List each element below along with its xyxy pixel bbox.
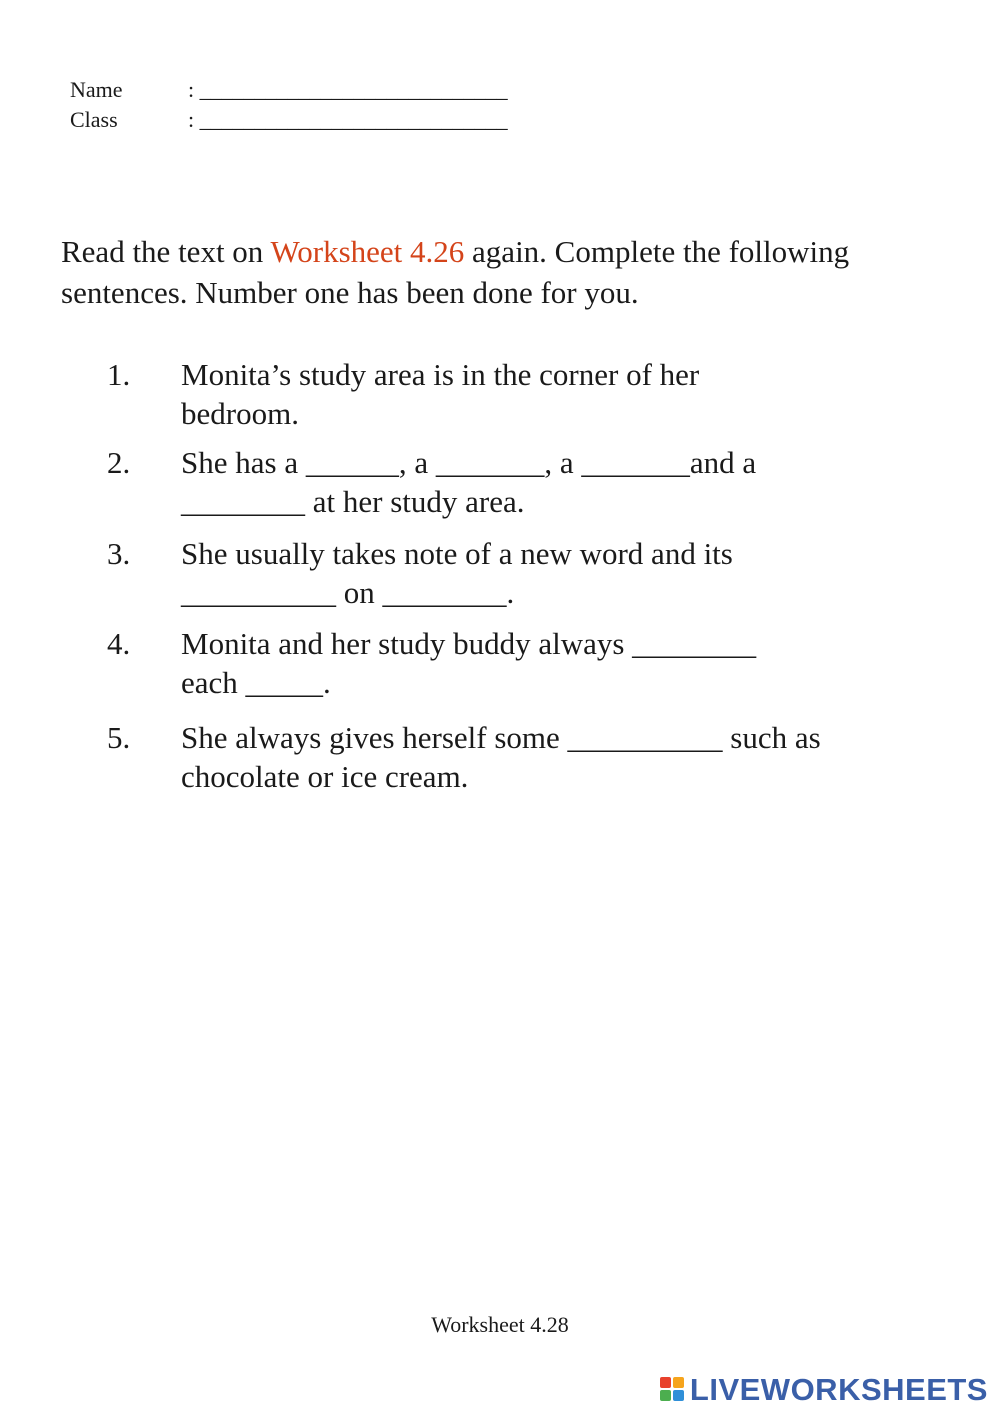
item-number: 1. xyxy=(107,357,131,392)
item-number: 5. xyxy=(107,720,131,755)
item-text-line[interactable]: She has a ______, a _______, a _______and a xyxy=(181,445,757,480)
instructions-after: again. Complete the following sentences. Number one has been done for you. xyxy=(61,234,850,310)
instructions xyxy=(61,231,961,313)
liveworksheets-logo-icon xyxy=(660,1377,686,1403)
liveworksheets-brand[interactable] xyxy=(660,1372,988,1408)
name-blank[interactable]: : ____________________________ xyxy=(188,77,508,102)
item-text-line: chocolate or ice cream. xyxy=(181,759,469,794)
item-text-line[interactable]: __________ on ________. xyxy=(181,575,515,610)
item-text-line[interactable]: She always gives herself some __________ such as xyxy=(181,720,821,755)
item-text-line[interactable]: ________ at her study area. xyxy=(181,484,525,519)
name-label: Name xyxy=(70,77,123,102)
name-field-row xyxy=(70,77,508,103)
item-text-line: bedroom. xyxy=(181,396,299,431)
item-text-line: She usually takes note of a new word and its xyxy=(181,536,733,571)
item-number: 3. xyxy=(107,536,131,571)
brand-name: LIVEWORKSHEETS xyxy=(689,1372,988,1407)
instructions-before: Read the text on xyxy=(61,234,271,269)
item-number: 4. xyxy=(107,626,131,661)
item-text-line: Monita’s study area is in the corner of her xyxy=(181,357,700,392)
item-number: 2. xyxy=(107,445,131,480)
class-field-row xyxy=(70,107,508,133)
item-text-line[interactable]: Monita and her study buddy always ________ xyxy=(181,626,757,661)
class-blank[interactable]: : ____________________________ xyxy=(188,107,508,132)
item-text-line[interactable]: each _____. xyxy=(181,665,331,700)
class-label: Class xyxy=(70,107,118,132)
worksheet-reference: Worksheet 4.26 xyxy=(270,234,465,269)
worksheet-footer: Worksheet 4.28 xyxy=(431,1312,569,1337)
